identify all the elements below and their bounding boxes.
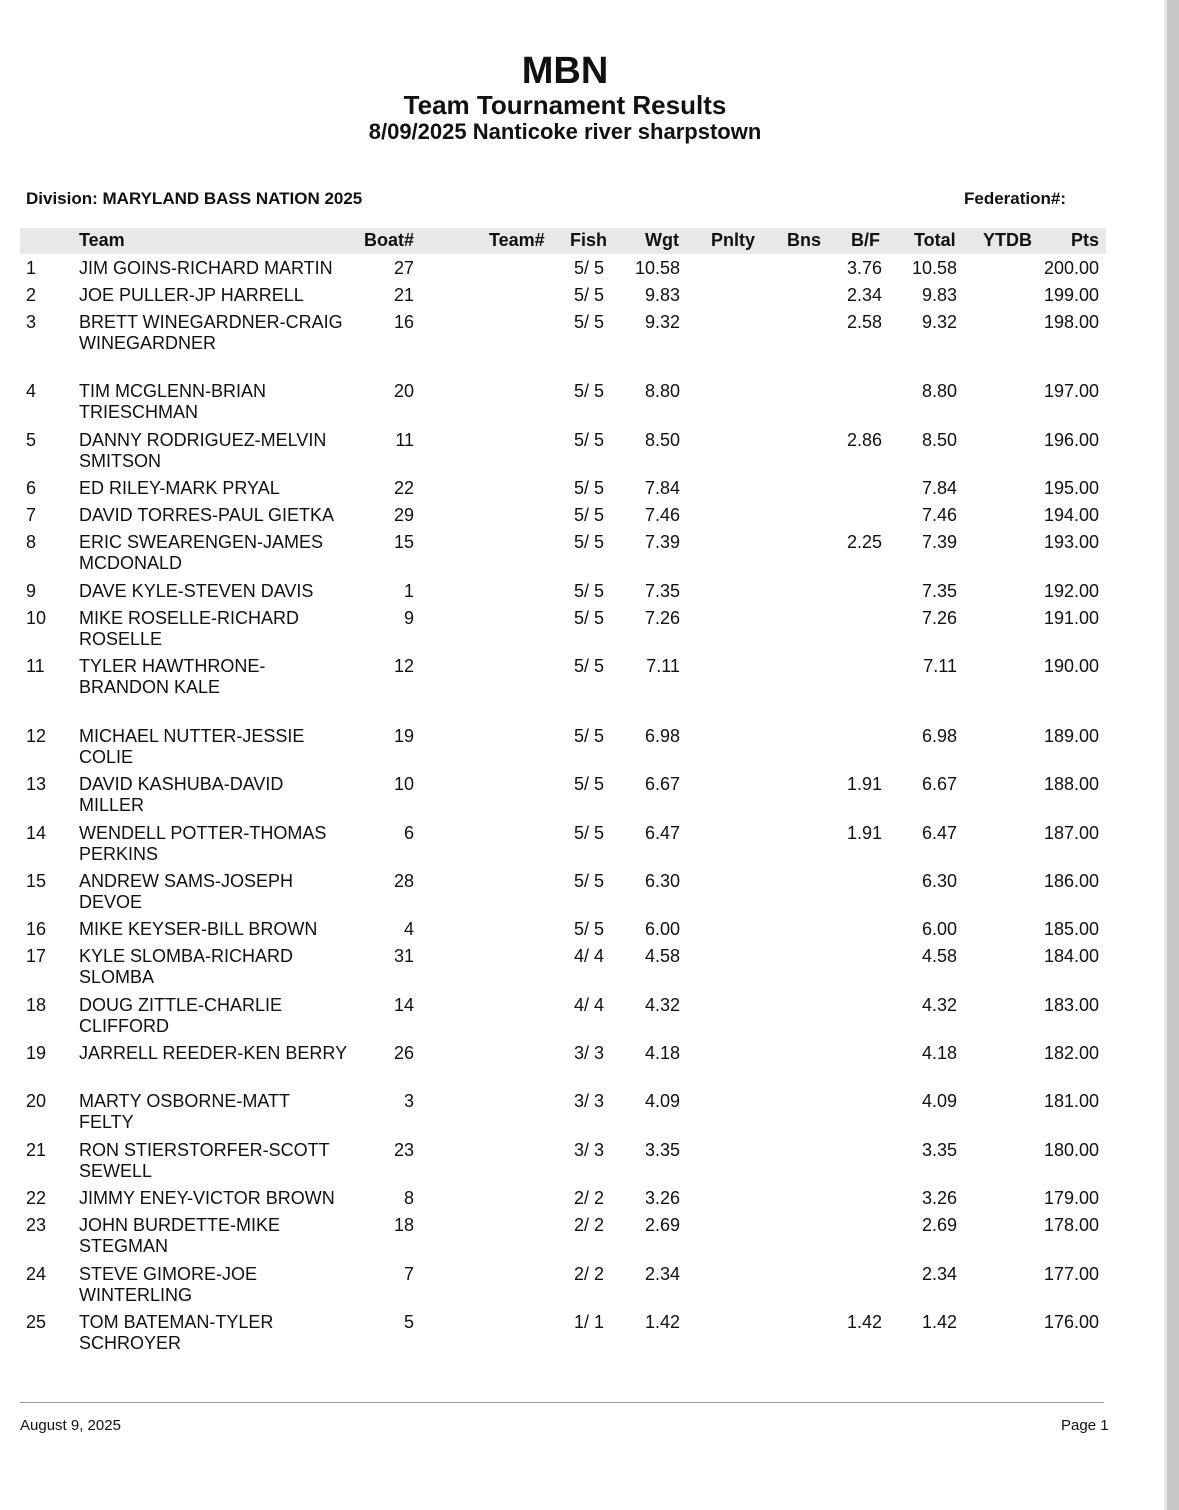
page-edge bbox=[1167, 0, 1179, 1510]
cell-place: 16 bbox=[26, 919, 47, 939]
cell-pts: 186.00 bbox=[1043, 871, 1099, 891]
cell-pts: 176.00 bbox=[1043, 1312, 1099, 1332]
cell-fish: 3/ 3 bbox=[573, 1091, 604, 1111]
cell-fish: 3/ 3 bbox=[573, 1043, 604, 1063]
cell-wgt: 3.35 bbox=[644, 1140, 680, 1160]
cell-fish: 5/ 5 bbox=[573, 505, 604, 525]
cell-wgt: 6.47 bbox=[644, 823, 680, 843]
cell-total: 6.00 bbox=[921, 919, 957, 939]
col-team: Team bbox=[79, 230, 125, 250]
cell-boat: 7 bbox=[403, 1264, 414, 1284]
cell-fish: 5/ 5 bbox=[573, 258, 604, 278]
cell-place: 4 bbox=[26, 381, 37, 401]
cell-team: DOUG ZITTLE-CHARLIE CLIFFORD bbox=[79, 995, 283, 1036]
cell-pts: 197.00 bbox=[1043, 381, 1099, 401]
cell-pts: 177.00 bbox=[1043, 1264, 1099, 1284]
cell-total: 7.35 bbox=[921, 581, 957, 601]
cell-wgt: 10.58 bbox=[634, 258, 680, 278]
footer-page-number: Page 1 bbox=[1061, 1417, 1109, 1434]
cell-total: 9.32 bbox=[921, 312, 957, 332]
cell-boat: 10 bbox=[393, 774, 414, 794]
cell-total: 2.34 bbox=[921, 1264, 957, 1284]
cell-team: JOHN BURDETTE-MIKE STEGMAN bbox=[79, 1215, 281, 1256]
cell-total: 7.84 bbox=[921, 478, 957, 498]
cell-pts: 193.00 bbox=[1043, 532, 1099, 552]
cell-total: 2.69 bbox=[921, 1215, 957, 1235]
cell-wgt: 7.84 bbox=[644, 478, 680, 498]
report-subtitle: 8/09/2025 Nanticoke river sharpstown bbox=[368, 119, 762, 144]
cell-pts: 192.00 bbox=[1043, 581, 1099, 601]
cell-total: 6.30 bbox=[921, 871, 957, 891]
cell-wgt: 9.83 bbox=[644, 285, 680, 305]
cell-bf: 2.86 bbox=[846, 430, 882, 450]
cell-total: 7.26 bbox=[921, 608, 957, 628]
cell-pts: 188.00 bbox=[1043, 774, 1099, 794]
cell-team: DAVE KYLE-STEVEN DAVIS bbox=[79, 581, 314, 601]
cell-bf: 1.42 bbox=[846, 1312, 882, 1332]
cell-team: TIM MCGLENN-BRIAN TRIESCHMAN bbox=[79, 381, 267, 422]
cell-place: 14 bbox=[26, 823, 47, 843]
cell-place: 10 bbox=[26, 608, 47, 628]
cell-total: 7.39 bbox=[921, 532, 957, 552]
cell-total: 4.58 bbox=[921, 946, 957, 966]
cell-team: DAVID KASHUBA-DAVID MILLER bbox=[79, 774, 284, 815]
report-title: Team Tournament Results bbox=[403, 90, 727, 120]
cell-wgt: 2.34 bbox=[644, 1264, 680, 1284]
cell-pts: 190.00 bbox=[1043, 656, 1099, 676]
cell-fish: 5/ 5 bbox=[573, 285, 604, 305]
cell-fish: 5/ 5 bbox=[573, 726, 604, 746]
cell-total: 7.11 bbox=[923, 656, 957, 676]
cell-team: ERIC SWEARENGEN-JAMES MCDONALD bbox=[79, 532, 324, 573]
cell-place: 6 bbox=[26, 478, 37, 498]
cell-boat: 12 bbox=[393, 656, 414, 676]
cell-total: 8.80 bbox=[921, 381, 957, 401]
cell-wgt: 3.26 bbox=[644, 1188, 680, 1208]
org-title: MBN bbox=[521, 50, 609, 92]
cell-wgt: 4.18 bbox=[644, 1043, 680, 1063]
cell-pts: 184.00 bbox=[1043, 946, 1099, 966]
cell-pts: 178.00 bbox=[1043, 1215, 1099, 1235]
cell-fish: 5/ 5 bbox=[573, 919, 604, 939]
cell-pts: 182.00 bbox=[1043, 1043, 1099, 1063]
cell-place: 19 bbox=[26, 1043, 47, 1063]
cell-total: 6.67 bbox=[921, 774, 957, 794]
cell-team: BRETT WINEGARDNER-CRAIG WINEGARDNER bbox=[79, 312, 343, 353]
cell-boat: 28 bbox=[393, 871, 414, 891]
cell-wgt: 7.26 bbox=[644, 608, 680, 628]
cell-boat: 8 bbox=[403, 1188, 414, 1208]
cell-boat: 16 bbox=[393, 312, 414, 332]
col-fish: Fish bbox=[570, 230, 608, 250]
cell-fish: 5/ 5 bbox=[573, 581, 604, 601]
cell-total: 3.26 bbox=[921, 1188, 957, 1208]
cell-total: 6.47 bbox=[921, 823, 957, 843]
col-ytdb: YTDB bbox=[983, 230, 1032, 250]
cell-place: 11 bbox=[26, 656, 45, 676]
cell-team: WENDELL POTTER-THOMAS PERKINS bbox=[79, 823, 327, 864]
cell-team: STEVE GIMORE-JOE WINTERLING bbox=[79, 1264, 258, 1305]
cell-pts: 198.00 bbox=[1043, 312, 1099, 332]
cell-team: JIMMY ENEY-VICTOR BROWN bbox=[79, 1188, 335, 1208]
cell-boat: 1 bbox=[403, 581, 414, 601]
division-label: Division: MARYLAND BASS NATION 2025 bbox=[26, 189, 363, 208]
cell-wgt: 6.00 bbox=[644, 919, 680, 939]
cell-wgt: 6.67 bbox=[644, 774, 680, 794]
cell-place: 20 bbox=[26, 1091, 47, 1111]
cell-pts: 179.00 bbox=[1043, 1188, 1099, 1208]
cell-boat: 27 bbox=[393, 258, 414, 278]
cell-place: 1 bbox=[26, 258, 37, 278]
cell-boat: 22 bbox=[393, 478, 414, 498]
cell-pts: 200.00 bbox=[1043, 258, 1099, 278]
cell-fish: 5/ 5 bbox=[573, 871, 604, 891]
cell-team: DAVID TORRES-PAUL GIETKA bbox=[79, 505, 335, 525]
cell-wgt: 4.32 bbox=[644, 995, 680, 1015]
cell-wgt: 1.42 bbox=[644, 1312, 680, 1332]
cell-fish: 2/ 2 bbox=[573, 1188, 604, 1208]
cell-bf: 1.91 bbox=[846, 823, 882, 843]
col-wgt: Wgt bbox=[645, 230, 679, 250]
cell-boat: 9 bbox=[403, 608, 414, 628]
cell-bf: 2.58 bbox=[846, 312, 882, 332]
federation-label: Federation#: bbox=[964, 189, 1067, 208]
cell-boat: 3 bbox=[403, 1091, 414, 1111]
cell-fish: 3/ 3 bbox=[573, 1140, 604, 1160]
cell-place: 18 bbox=[26, 995, 47, 1015]
cell-wgt: 4.09 bbox=[644, 1091, 680, 1111]
cell-team: ED RILEY-MARK PRYAL bbox=[79, 478, 280, 498]
cell-boat: 11 bbox=[395, 430, 414, 450]
cell-wgt: 7.39 bbox=[644, 532, 680, 552]
cell-boat: 31 bbox=[393, 946, 414, 966]
cell-place: 8 bbox=[26, 532, 37, 552]
cell-fish: 1/ 1 bbox=[573, 1312, 604, 1332]
col-boat: Boat# bbox=[364, 230, 415, 250]
cell-fish: 5/ 5 bbox=[573, 430, 604, 450]
cell-team: MICHAEL NUTTER-JESSIE COLIE bbox=[79, 726, 305, 767]
cell-team: JIM GOINS-RICHARD MARTIN bbox=[79, 258, 333, 278]
cell-wgt: 7.11 bbox=[646, 656, 680, 676]
cell-wgt: 4.58 bbox=[644, 946, 680, 966]
cell-place: 25 bbox=[26, 1312, 47, 1332]
cell-pts: 187.00 bbox=[1043, 823, 1099, 843]
cell-team: KYLE SLOMBA-RICHARD SLOMBA bbox=[79, 946, 294, 987]
cell-pts: 181.00 bbox=[1043, 1091, 1099, 1111]
cell-boat: 21 bbox=[393, 285, 414, 305]
col-pnlty: Pnlty bbox=[711, 230, 756, 250]
cell-pts: 189.00 bbox=[1043, 726, 1099, 746]
cell-total: 10.58 bbox=[911, 258, 957, 278]
cell-place: 15 bbox=[26, 871, 47, 891]
cell-boat: 19 bbox=[393, 726, 414, 746]
cell-wgt: 2.69 bbox=[644, 1215, 680, 1235]
cell-boat: 15 bbox=[393, 532, 414, 552]
cell-wgt: 8.80 bbox=[644, 381, 680, 401]
cell-team: JARRELL REEDER-KEN BERRY bbox=[79, 1043, 348, 1063]
cell-boat: 5 bbox=[403, 1312, 414, 1332]
cell-pts: 191.00 bbox=[1043, 608, 1099, 628]
cell-place: 24 bbox=[26, 1264, 47, 1284]
cell-boat: 23 bbox=[393, 1140, 414, 1160]
cell-pts: 183.00 bbox=[1043, 995, 1099, 1015]
cell-place: 13 bbox=[26, 774, 47, 794]
cell-fish: 5/ 5 bbox=[573, 608, 604, 628]
cell-place: 22 bbox=[26, 1188, 47, 1208]
cell-boat: 14 bbox=[393, 995, 414, 1015]
footer-date: August 9, 2025 bbox=[20, 1417, 121, 1434]
cell-fish: 5/ 5 bbox=[573, 656, 604, 676]
cell-wgt: 9.32 bbox=[644, 312, 680, 332]
cell-bf: 3.76 bbox=[846, 258, 882, 278]
cell-boat: 6 bbox=[403, 823, 414, 843]
cell-place: 3 bbox=[26, 312, 37, 332]
cell-boat: 18 bbox=[393, 1215, 414, 1235]
cell-wgt: 7.35 bbox=[644, 581, 680, 601]
cell-wgt: 7.46 bbox=[644, 505, 680, 525]
cell-place: 5 bbox=[26, 430, 37, 450]
col-bf: B/F bbox=[851, 230, 880, 250]
col-bns: Bns bbox=[787, 230, 822, 250]
cell-fish: 5/ 5 bbox=[573, 774, 604, 794]
cell-pts: 199.00 bbox=[1043, 285, 1099, 305]
cell-pts: 196.00 bbox=[1043, 430, 1099, 450]
cell-place: 2 bbox=[26, 285, 37, 305]
col-total: Total bbox=[914, 230, 956, 250]
cell-fish: 4/ 4 bbox=[573, 995, 604, 1015]
cell-total: 6.98 bbox=[921, 726, 957, 746]
cell-boat: 20 bbox=[393, 381, 414, 401]
cell-place: 12 bbox=[26, 726, 47, 746]
cell-fish: 2/ 2 bbox=[573, 1215, 604, 1235]
col-team-number: Team# bbox=[489, 230, 545, 250]
cell-place: 23 bbox=[26, 1215, 47, 1235]
cell-boat: 29 bbox=[393, 505, 414, 525]
cell-boat: 4 bbox=[403, 919, 414, 939]
footer-rule bbox=[20, 1402, 1104, 1403]
cell-team: DANNY RODRIGUEZ-MELVIN SMITSON bbox=[79, 430, 327, 471]
cell-total: 4.18 bbox=[921, 1043, 957, 1063]
cell-fish: 5/ 5 bbox=[573, 532, 604, 552]
cell-fish: 5/ 5 bbox=[573, 381, 604, 401]
cell-team: TYLER HAWTHRONE-BRANDON KALE bbox=[79, 656, 266, 697]
col-pts: Pts bbox=[1071, 230, 1100, 250]
cell-fish: 4/ 4 bbox=[573, 946, 604, 966]
cell-place: 17 bbox=[26, 946, 47, 966]
cell-team: MIKE ROSELLE-RICHARD ROSELLE bbox=[79, 608, 300, 649]
cell-wgt: 6.98 bbox=[644, 726, 680, 746]
cell-fish: 5/ 5 bbox=[573, 823, 604, 843]
cell-place: 7 bbox=[26, 505, 37, 525]
cell-team: TOM BATEMAN-TYLER SCHROYER bbox=[79, 1312, 274, 1353]
cell-fish: 5/ 5 bbox=[573, 478, 604, 498]
cell-total: 1.42 bbox=[921, 1312, 957, 1332]
cell-place: 9 bbox=[26, 581, 37, 601]
cell-team: RON STIERSTORFER-SCOTT SEWELL bbox=[79, 1140, 330, 1181]
cell-total: 8.50 bbox=[921, 430, 957, 450]
cell-team: MIKE KEYSER-BILL BROWN bbox=[79, 919, 318, 939]
cell-total: 4.32 bbox=[921, 995, 957, 1015]
cell-wgt: 6.30 bbox=[644, 871, 680, 891]
cell-team: MARTY OSBORNE-MATT FELTY bbox=[79, 1091, 290, 1132]
cell-pts: 185.00 bbox=[1043, 919, 1099, 939]
cell-pts: 194.00 bbox=[1043, 505, 1099, 525]
cell-bf: 2.25 bbox=[846, 532, 882, 552]
cell-place: 21 bbox=[26, 1140, 47, 1160]
cell-bf: 2.34 bbox=[846, 285, 882, 305]
cell-total: 3.35 bbox=[921, 1140, 957, 1160]
cell-team: JOE PULLER-JP HARRELL bbox=[79, 285, 304, 305]
cell-fish: 5/ 5 bbox=[573, 312, 604, 332]
cell-wgt: 8.50 bbox=[644, 430, 680, 450]
cell-team: ANDREW SAMS-JOSEPH DEVOE bbox=[79, 871, 294, 912]
cell-pts: 180.00 bbox=[1043, 1140, 1099, 1160]
cell-pts: 195.00 bbox=[1043, 478, 1099, 498]
cell-total: 9.83 bbox=[921, 285, 957, 305]
cell-total: 4.09 bbox=[921, 1091, 957, 1111]
cell-boat: 26 bbox=[393, 1043, 414, 1063]
cell-total: 7.46 bbox=[921, 505, 957, 525]
cell-bf: 1.91 bbox=[846, 774, 882, 794]
cell-fish: 2/ 2 bbox=[573, 1264, 604, 1284]
